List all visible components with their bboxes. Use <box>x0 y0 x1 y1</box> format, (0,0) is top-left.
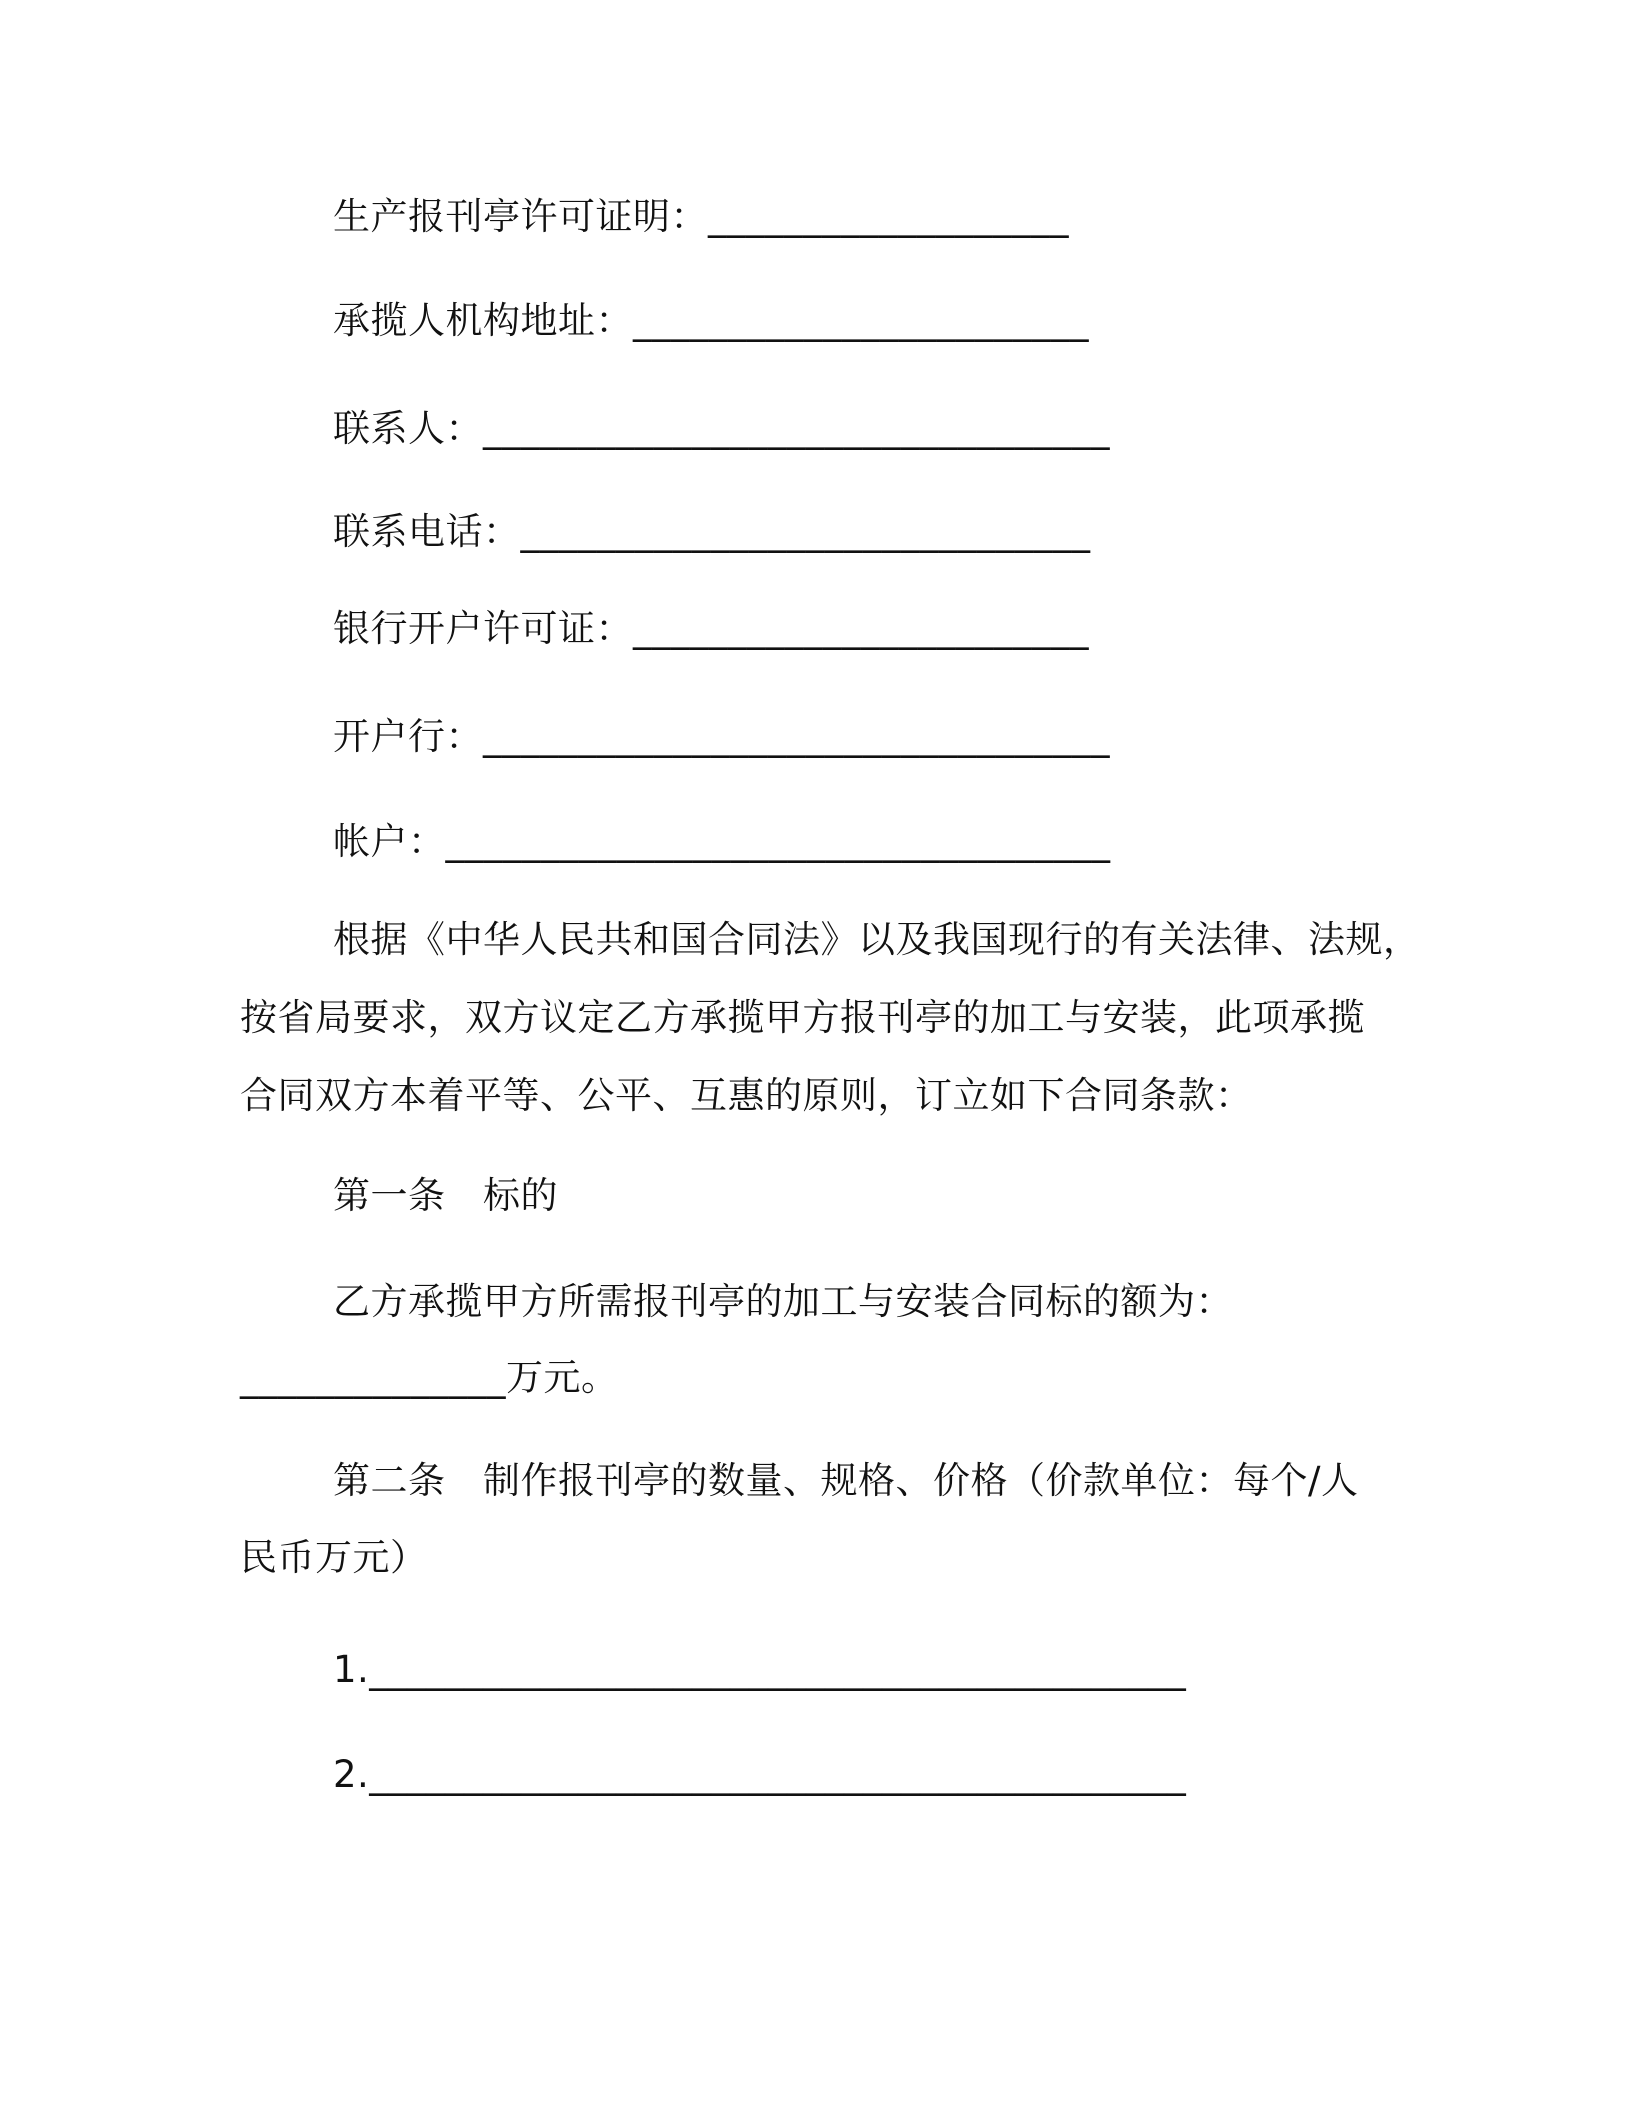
article-1-line-2: ______________万元。 <box>240 1356 619 1399</box>
field-phone: 联系电话：______________________________ <box>333 510 1091 553</box>
article-2-item-1: 1.___________________________________________ <box>333 1648 1187 1691</box>
article-1-line-1: 乙方承揽甲方所需报刊亭的加工与安装合同标的额为： <box>333 1280 1233 1323</box>
preamble-line-3: 合同双方本着平等、公平、互惠的原则，订立如下合同条款： <box>240 1074 1253 1117</box>
article-2-item-2: 2.___________________________________________ <box>333 1753 1187 1796</box>
field-address: 承揽人机构地址：________________________ <box>333 299 1089 342</box>
field-bank-license: 银行开户许可证：________________________ <box>333 607 1089 650</box>
field-bank: 开户行：_________________________________ <box>333 715 1110 758</box>
article-2-heading-line-1: 第二条 制作报刊亭的数量、规格、价格（价款单位：每个/人 <box>333 1459 1359 1502</box>
field-contact: 联系人：_________________________________ <box>333 407 1110 450</box>
preamble-line-2: 按省局要求，双方议定乙方承揽甲方报刊亭的加工与安装，此项承揽 <box>240 996 1365 1039</box>
preamble-line-1: 根据《中华人民共和国合同法》以及我国现行的有关法律、法规， <box>333 918 1421 961</box>
article-1-heading: 第一条 标的 <box>333 1174 558 1217</box>
field-account: 帐户：___________________________________ <box>333 820 1111 863</box>
article-2-heading-line-2: 民币万元） <box>240 1536 428 1579</box>
field-license: 生产报刊亭许可证明：___________________ <box>333 195 1069 238</box>
